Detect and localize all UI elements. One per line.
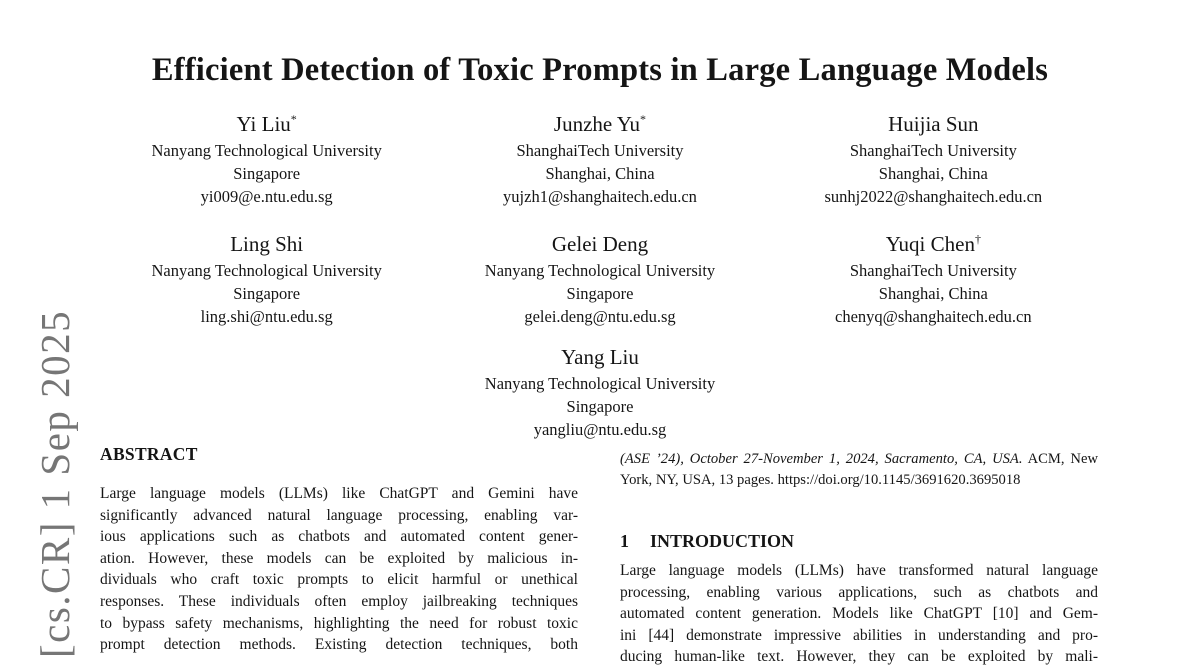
author-location: Singapore (233, 164, 301, 183)
text-line: to bypass safety mechanisms, highlighting the need for robust toxic (100, 614, 578, 632)
text-line: automated content generation. Models like ChatGPT [10] and Gem- (620, 605, 1098, 623)
author-email: yangliu@ntu.edu.sg (533, 420, 667, 439)
author-mark: † (974, 232, 981, 246)
author-email: yi009@e.ntu.edu.sg (200, 187, 333, 206)
text-line: ious applications such as chatbots and automated content gener- (100, 528, 578, 546)
author-email: sunhj2022@shanghaitech.edu.cn (824, 187, 1043, 206)
authors-row-3 (100, 339, 1100, 441)
author-location: Singapore (566, 284, 634, 303)
author-block (100, 106, 433, 208)
section-number: 1 (620, 531, 629, 551)
authors-row-2 (100, 226, 1100, 328)
citation-block (620, 449, 1098, 491)
doi-link[interactable]: https://doi.org/10.1145/3691620.3695018 (777, 472, 1021, 488)
author-name: Ling Shi (230, 232, 304, 256)
section-heading (620, 530, 1098, 552)
text-line: ini [44] demonstrate impressive abilities in understanding and pro- (620, 626, 1098, 644)
author-email: gelei.deng@ntu.edu.sg (524, 307, 676, 326)
paper-title: Efficient Detection of Toxic Prompts in Large Language Models (151, 52, 1049, 88)
arxiv-watermark: [cs.CR] 1 Sep 2025 (32, 309, 78, 658)
citation-publisher: ACM, New (1022, 451, 1098, 467)
author-location: Singapore (566, 397, 634, 416)
author-location: Shanghai, China (545, 164, 655, 183)
author-affiliation: ShanghaiTech University (516, 141, 684, 160)
text-line: responses. These individuals often employ jailbreaking techniques (100, 592, 578, 610)
author-affiliation: ShanghaiTech University (849, 261, 1017, 280)
citation-pages: York, NY, USA, 13 pages. (620, 472, 778, 488)
abstract-column (100, 444, 578, 654)
text-line: dividuals who craft toxic prompts to elicit harmful or unethical (100, 571, 578, 589)
author-name: Junzhe Yu* (553, 112, 647, 136)
author-affiliation: ShanghaiTech University (849, 141, 1017, 160)
citation-line (620, 449, 1098, 470)
author-email: yujzh1@shanghaitech.edu.cn (503, 187, 697, 206)
author-affiliation: Nanyang Technological University (484, 261, 716, 280)
author-block (100, 226, 433, 328)
author-affiliation: Nanyang Technological University (151, 141, 382, 160)
author-email: chenyq@shanghaitech.edu.cn (835, 307, 1032, 326)
author-email: ling.shi@ntu.edu.sg (200, 307, 333, 326)
author-affiliation: Nanyang Technological University (151, 261, 382, 280)
text-line: Large language models (LLMs) like ChatGPT and Gemini have (100, 485, 578, 502)
text-line: significantly advanced natural language processing, enabling var- (100, 506, 578, 524)
author-block (767, 106, 1100, 208)
section-title: INTRODUCTION (650, 531, 795, 551)
author-block (433, 339, 767, 441)
author-name: Yi Liu* (236, 112, 297, 136)
author-name: Yuqi Chen† (885, 232, 981, 256)
introduction-body (620, 560, 1098, 668)
authors-row-1 (100, 106, 1100, 208)
author-block (433, 106, 766, 208)
author-block (767, 226, 1100, 328)
text-line: ation. However, these models can be exploited by malicious in- (100, 549, 578, 567)
author-affiliation: Nanyang Technological University (484, 374, 716, 393)
citation-venue: (ASE ’24), October 27-November 1, 2024, Sacramento, CA, USA. (620, 451, 1023, 467)
text-line: Large language models (LLMs) have transformed natural language (620, 562, 1098, 579)
text-line: prompt detection methods. Existing detection techniques, both (100, 636, 578, 654)
author-location: Singapore (233, 284, 301, 303)
text-line: ducing human-like text. However, they can be exploited by mali- (620, 648, 1098, 666)
author-name: Huijia Sun (888, 112, 979, 136)
author-name: Yang Liu (561, 345, 639, 369)
abstract-heading: ABSTRACT (100, 444, 198, 464)
author-block (433, 226, 766, 328)
author-name: Gelei Deng (551, 232, 649, 256)
intro-column (620, 449, 1098, 666)
author-mark: * (640, 112, 647, 126)
author-mark: * (290, 112, 297, 126)
abstract-body (100, 483, 578, 656)
text-line: processing, enabling various applications, such as chatbots and (620, 583, 1098, 601)
author-location: Shanghai, China (878, 284, 988, 303)
citation-line (620, 470, 1098, 491)
author-location: Shanghai, China (878, 164, 988, 183)
